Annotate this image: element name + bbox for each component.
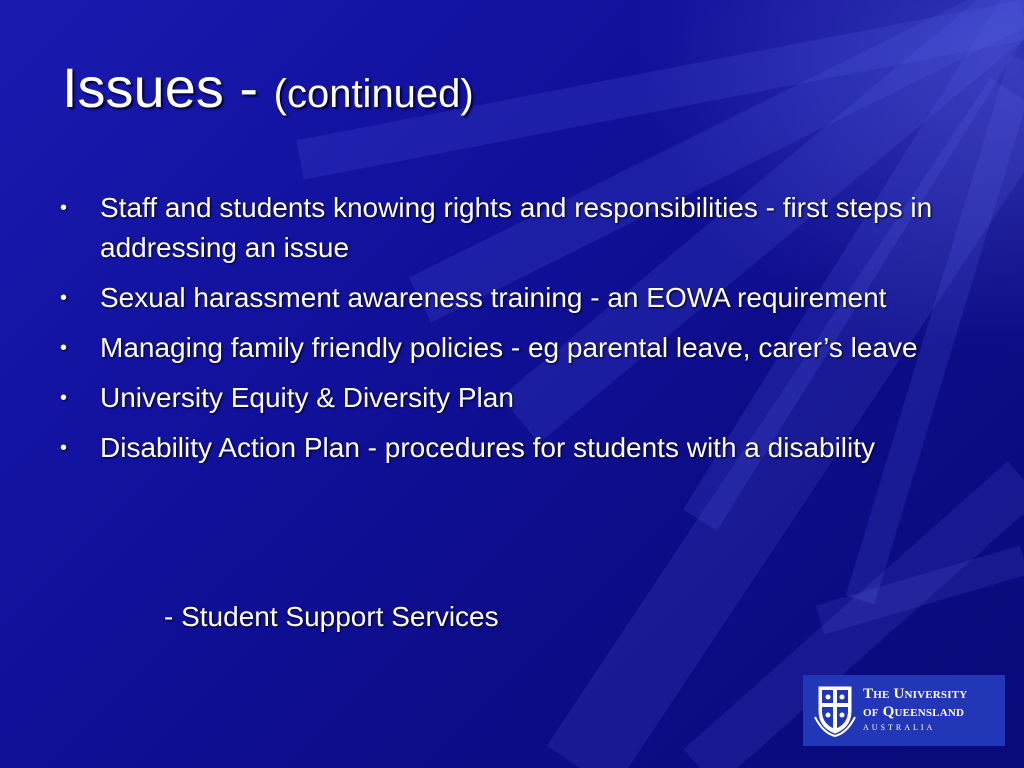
logo-country: AUSTRALIA bbox=[863, 723, 936, 732]
bullet-icon: • bbox=[60, 287, 68, 309]
bullet-item bbox=[56, 188, 956, 268]
title-main: Issues - bbox=[62, 56, 274, 119]
bullet-text: Sexual harassment awareness training - an EOWA requirement bbox=[100, 282, 887, 313]
bullet-item bbox=[56, 278, 956, 318]
bullet-icon: • bbox=[60, 197, 68, 219]
bullet-list bbox=[56, 188, 956, 478]
title-subtitle: (continued) bbox=[273, 72, 474, 116]
bullet-text: Staff and students knowing rights and responsibilities - first steps in addressing an issue bbox=[100, 192, 933, 263]
bullet-icon: • bbox=[60, 337, 68, 359]
logo-line-2: of Queensland bbox=[863, 704, 965, 720]
bullet-text: Disability Action Plan - procedures for students with a disability bbox=[100, 432, 876, 463]
bullet-item bbox=[56, 428, 956, 468]
bullet-text: University Equity & Diversity Plan bbox=[100, 382, 514, 413]
sub-line: - Student Support Services bbox=[164, 601, 499, 632]
bullet-text: Managing family friendly policies - eg parental leave, carer’s leave bbox=[100, 332, 918, 363]
bullet-icon: • bbox=[60, 387, 68, 409]
bullet-item bbox=[56, 378, 956, 418]
bullet-icon: • bbox=[60, 437, 68, 459]
logo-line-1: The University bbox=[863, 686, 968, 702]
slide-title bbox=[62, 56, 474, 119]
crest-icon bbox=[813, 683, 857, 737]
bullet-item bbox=[56, 328, 956, 368]
university-logo bbox=[803, 675, 1005, 746]
